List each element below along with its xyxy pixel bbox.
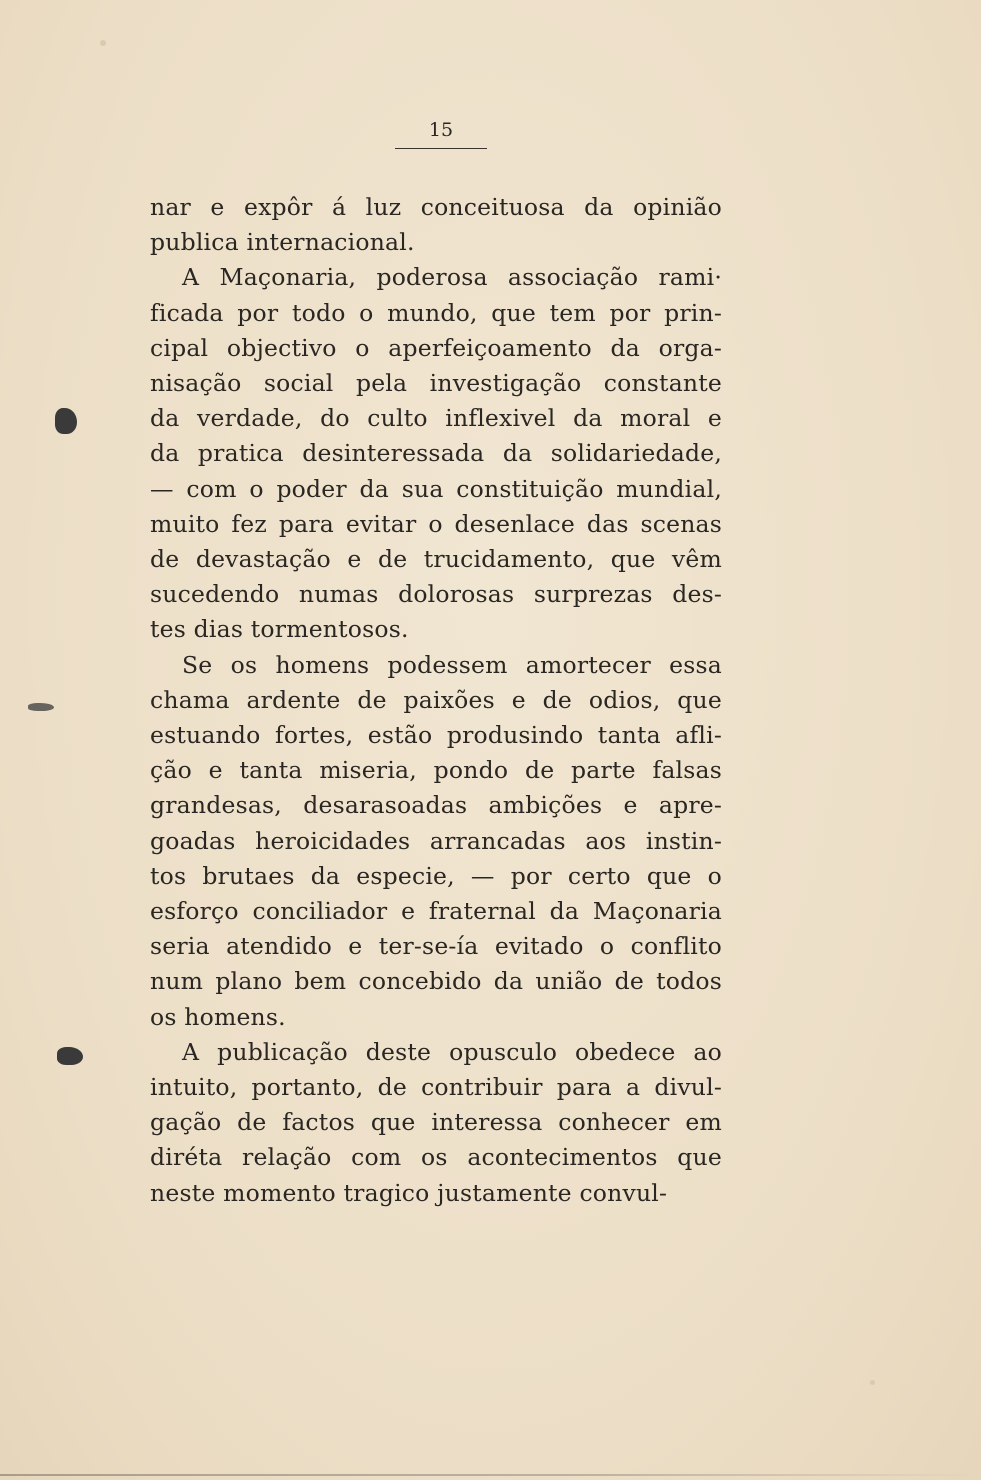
text-line: nar e expôr á luz conceituosa da opinião [150, 193, 722, 221]
text-line: da verdade, do culto inflexivel da moral e [150, 404, 722, 433]
text-line: tos brutaes da especie, — por certo que o [150, 861, 722, 890]
text-line: A publicação deste opusculo obedece ao [182, 1037, 722, 1066]
text-line: ção e tanta miseria, pondo de parte falsas [150, 756, 722, 785]
text-line: grandesas, desarasoadas ambições e apre- [150, 791, 722, 820]
text-line: chama ardente de paixões e de odios, que [150, 685, 722, 714]
page-edge [0, 1474, 981, 1476]
binding-hole-mark [55, 408, 77, 434]
binding-hole-mark [57, 1047, 83, 1065]
text-line: sucedendo numas dolorosas surprezas des- [150, 580, 722, 609]
binding-hole-mark [28, 703, 54, 711]
text-line: tes dias tormentosos. [150, 615, 409, 644]
text-line: A Maçonaria, poderosa associação rami· [182, 263, 722, 292]
paper-speck [870, 1380, 875, 1385]
text-line: goadas heroicidades arrancadas aos instin- [150, 826, 722, 855]
text-line: publica internacional. [150, 228, 415, 257]
text-line: estuando fortes, estão produsindo tanta afli- [150, 721, 722, 750]
text-line: neste momento tragico justamente convul- [150, 1178, 668, 1207]
paragraph [150, 190, 722, 260]
text-line: de devastação e de trucidamento, que vêm [150, 545, 722, 574]
page-number: 15 [395, 118, 487, 149]
text-line: gação de factos que interessa conhecer em [150, 1108, 722, 1137]
text-line: diréta relação com os acontecimentos que [150, 1143, 722, 1172]
paper-speck [100, 40, 106, 46]
text-line: num plano bem concebido da união de todos [150, 967, 722, 996]
text-line: cipal objectivo o aperfeiçoamento da orga- [150, 333, 722, 362]
text-line: — com o poder da sua constituição mundial, [150, 474, 722, 503]
paragraph [150, 1035, 722, 1211]
paragraph [150, 648, 722, 1035]
text-line: seria atendido e ter-se-ía evitado o conflito [150, 932, 722, 961]
text-line: ficada por todo o mundo, que tem por prin- [150, 298, 722, 327]
text-line: intuito, portanto, de contribuir para a divul- [150, 1073, 722, 1102]
text-line: da pratica desinteressada da solidariedade, [150, 439, 722, 468]
paragraph [150, 260, 722, 647]
body-text [150, 190, 722, 1211]
text-line: nisação social pela investigação constante [150, 369, 722, 398]
text-line: muito fez para evitar o desenlace das scenas [150, 509, 722, 538]
text-line: os homens. [150, 1002, 286, 1031]
text-line: Se os homens podessem amortecer essa [182, 650, 722, 679]
text-line: esforço conciliador e fraternal da Maçonaria [150, 897, 722, 926]
